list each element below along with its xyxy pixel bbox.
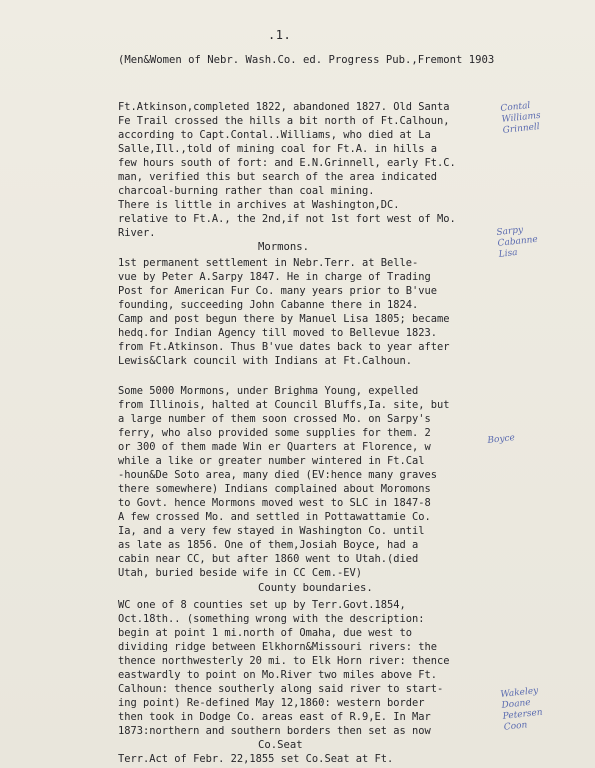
text-line: or 300 of them made Win er Quarters at Florence, w [118,441,431,453]
text-line: Ia, and a very few stayed in Washington Co. until [118,525,425,537]
source-header: (Men&Women of Nebr. Wash.Co. ed. Progress Pub.,Fremont 1903 [118,54,495,66]
margin-note-sarpy: Sarpy Cabanne Lisa [496,225,539,260]
text-line: from Illinois, halted at Council Bluffs,Ia. site, but [118,399,450,411]
text-line: 1873:northern and southern borders then set as now [118,725,431,737]
text-line: hedq.for Indian Agency till moved to Bellevue 1823. [118,327,438,339]
text-line: then took in Dodge Co. areas east of R.9,E. In Mar [118,711,431,723]
text-line: WC one of 8 counties set up by Terr.Govt.1854, [118,599,406,611]
text-line: 1st permanent settlement in Nebr.Terr. at Belle- [118,257,419,269]
text-line: as late as 1856. One of them,Josiah Boyce, had a [118,539,419,551]
text-line: Calhoun: thence southerly along said river to start- [118,683,444,695]
text-line: Fe Trail crossed the hills a bit north of Ft.Calhoun, [118,115,450,127]
text-line: Post for American Fur Co. many years prior to B'vue [118,285,438,297]
text-line: founding, succeeding John Cabanne there in 1824. [118,299,419,311]
text-line: Lewis&Clark council with Indians at Ft.Calhoun. [118,355,413,367]
text-line: Some 5000 Mormons, under Brighma Young, expelled [118,385,419,397]
text-line: from Ft.Atkinson. Thus B'vue dates back to year after [118,341,450,353]
text-line: Salle,Ill.,told of mining coal for Ft.A. in hills a [118,143,438,155]
text-line: River. [118,227,156,239]
text-line: Ft.Atkinson,completed 1822, abandoned 1827. Old Santa [118,101,450,113]
text-line: relative to Ft.A., the 2nd,if not 1st fort west of Mo. [118,213,456,225]
section-heading: Mormons. [258,241,310,253]
text-line: ing point) Re-defined May 12,1860: western border [118,697,425,709]
text-line: vue by Peter A.Sarpy 1847. He in charge of Trading [118,271,431,283]
text-line: There is little in archives at Washington,DC. [118,199,400,211]
margin-note-contal: Contal Williams Grinnell [500,100,542,136]
text-line: cabin near CC, but after 1860 went to Utah.(died [118,553,419,565]
text-line: Oct.18th.. (something wrong with the description: [118,613,425,625]
text-line: Terr.Act of Febr. 22,1855 set Co.Seat at Ft. [118,753,394,765]
text-line: eastwardly to point on Mo.River two miles above Ft. [118,669,438,681]
text-line: -houn&De Soto area, many died (EV:hence many graves [118,469,438,481]
text-line: a large number of them soon crossed Mo. on Sarpy's [118,413,431,425]
text-line: Camp and post begun there by Manuel Lisa 1805; became [118,313,450,325]
text-line: there somewhere) Indians complained about Moromons [118,483,431,495]
text-line: few hours south of fort: and E.N.Grinnell, early Ft.C. [118,157,456,169]
section-heading: County boundaries. [258,582,373,594]
text-line: to Govt. hence Mormons moved west to SLC in 1847-8 [118,497,431,509]
text-line: charcoal-burning rather than coal mining. [118,185,375,197]
text-line: begin at point 1 mi.north of Omaha, due west to [118,627,413,639]
text-line: thence northwesterly 20 mi. to Elk Horn river: thence [118,655,450,667]
text-line: according to Capt.Contal..Williams, who died at La [118,129,431,141]
margin-note-wakeley: Wakeley Doane Petersen Coon [500,686,544,733]
text-line: A few crossed Mo. and settled in Pottawattamie Co. [118,511,431,523]
text-line: ferry, who also provided some supplies for them. 2 [118,427,431,439]
text-line: man, verified this but search of the area indicated [118,171,438,183]
text-line: Utah, buried beside wife in CC Cem.-EV) [118,567,362,579]
margin-note-boyce: Boyce [487,433,516,446]
page-number: .1. [268,28,292,42]
section-heading: Co.Seat [258,739,303,751]
text-line: while a like or greater number wintered in Ft.Cal [118,455,425,467]
text-line: dividing ridge between Elkhorn&Missouri rivers: the [118,641,438,653]
